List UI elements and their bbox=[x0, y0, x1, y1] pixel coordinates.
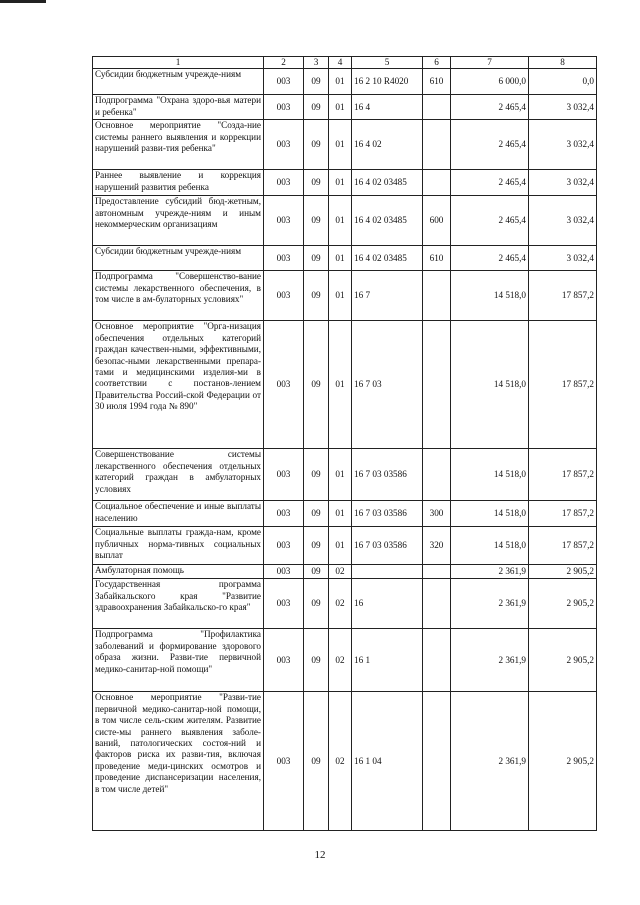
row-sum-year1: 6 000,0 bbox=[451, 69, 529, 95]
row-name: Социальное обеспечение и иные выплаты населению bbox=[93, 501, 264, 527]
header-cell: 3 bbox=[304, 57, 329, 69]
row-sum-year2: 3 032,4 bbox=[529, 196, 597, 246]
table-row bbox=[93, 69, 597, 95]
row-name: Основное мероприятие "Разви-тие первичной медико-санитар-ной помощи, в том числе сель-ским жителям. Развитие систе-мы раннего выявления заболе-ваний, патологических состоя-ний и факторов риска их разви-тия, включая проведение меди-цинских осмотров и проведение диспансеризации населения, в том числе детей" bbox=[93, 692, 264, 831]
row-sum-year1: 14 518,0 bbox=[451, 321, 529, 449]
row-name: Субсидии бюджетным учрежде-ниям bbox=[93, 69, 264, 95]
row-grbs: 003 bbox=[264, 196, 304, 246]
row-sum-year2: 3 032,4 bbox=[529, 246, 597, 271]
row-grbs: 003 bbox=[264, 246, 304, 271]
row-expense-type bbox=[423, 271, 451, 321]
row-sum-year1: 2 465,4 bbox=[451, 120, 529, 170]
row-sum-year1: 2 361,9 bbox=[451, 692, 529, 831]
row-sum-year1: 2 361,9 bbox=[451, 629, 529, 692]
row-sum-year2: 2 905,2 bbox=[529, 579, 597, 629]
row-name: Совершенствование системы лекарственного обеспечения отдельных категорий граждан в амбулаторных условиях bbox=[93, 449, 264, 501]
page-number: 12 bbox=[314, 849, 326, 861]
row-grbs: 003 bbox=[264, 527, 304, 565]
row-target-article: 16 7 03 bbox=[352, 321, 423, 449]
row-subsection: 02 bbox=[329, 579, 352, 629]
table-row bbox=[93, 565, 597, 579]
row-subsection: 02 bbox=[329, 629, 352, 692]
row-sum-year2: 17 857,2 bbox=[529, 321, 597, 449]
table-row bbox=[93, 449, 597, 501]
row-sum-year1: 14 518,0 bbox=[451, 501, 529, 527]
row-expense-type bbox=[423, 170, 451, 196]
row-grbs: 003 bbox=[264, 449, 304, 501]
row-sum-year1: 14 518,0 bbox=[451, 527, 529, 565]
row-expense-type bbox=[423, 579, 451, 629]
row-grbs: 003 bbox=[264, 692, 304, 831]
row-sum-year2: 17 857,2 bbox=[529, 501, 597, 527]
row-sum-year1: 2 361,9 bbox=[451, 579, 529, 629]
table-row bbox=[93, 196, 597, 246]
row-subsection: 01 bbox=[329, 170, 352, 196]
row-grbs: 003 bbox=[264, 170, 304, 196]
row-subsection: 01 bbox=[329, 246, 352, 271]
row-grbs: 003 bbox=[264, 629, 304, 692]
row-name: Подпрограмма "Охрана здоро-вья матери и ребенка" bbox=[93, 95, 264, 120]
row-grbs: 003 bbox=[264, 565, 304, 579]
row-sum-year1: 2 465,4 bbox=[451, 95, 529, 120]
row-expense-type: 600 bbox=[423, 196, 451, 246]
table-row bbox=[93, 527, 597, 565]
row-sum-year1: 14 518,0 bbox=[451, 449, 529, 501]
row-sum-year2: 0,0 bbox=[529, 69, 597, 95]
row-sum-year2: 2 905,2 bbox=[529, 565, 597, 579]
row-target-article: 16 7 bbox=[352, 271, 423, 321]
row-section: 09 bbox=[304, 321, 329, 449]
row-name: Подпрограмма "Профилактика заболеваний и формирование здорового образа жизни. Разви-тие первичной медико-санитар-ной помощи" bbox=[93, 629, 264, 692]
row-grbs: 003 bbox=[264, 120, 304, 170]
row-expense-type bbox=[423, 95, 451, 120]
row-target-article: 16 4 02 03485 bbox=[352, 196, 423, 246]
table-row bbox=[93, 170, 597, 196]
row-expense-type: 610 bbox=[423, 69, 451, 95]
row-name: Социальные выплаты гражда-нам, кроме публичных норма-тивных социальных выплат bbox=[93, 527, 264, 565]
row-target-article: 16 1 04 bbox=[352, 692, 423, 831]
row-sum-year2: 17 857,2 bbox=[529, 449, 597, 501]
header-cell: 5 bbox=[352, 57, 423, 69]
row-target-article: 16 bbox=[352, 579, 423, 629]
row-subsection: 01 bbox=[329, 321, 352, 449]
row-target-article: 16 4 bbox=[352, 95, 423, 120]
row-section: 09 bbox=[304, 120, 329, 170]
row-target-article: 16 7 03 03586 bbox=[352, 527, 423, 565]
row-section: 09 bbox=[304, 95, 329, 120]
row-name: Государственная программа Забайкальского края "Развитие здравоохранения Забайкальско-го края" bbox=[93, 579, 264, 629]
row-section: 09 bbox=[304, 271, 329, 321]
table-header-row bbox=[93, 57, 597, 69]
row-target-article: 16 7 03 03586 bbox=[352, 449, 423, 501]
row-expense-type bbox=[423, 449, 451, 501]
row-target-article: 16 1 bbox=[352, 629, 423, 692]
row-subsection: 01 bbox=[329, 69, 352, 95]
row-subsection: 02 bbox=[329, 565, 352, 579]
row-sum-year2: 3 032,4 bbox=[529, 95, 597, 120]
header-cell: 1 bbox=[93, 57, 264, 69]
row-target-article: 16 7 03 03586 bbox=[352, 501, 423, 527]
row-target-article: 16 2 10 R4020 bbox=[352, 69, 423, 95]
row-sum-year1: 2 465,4 bbox=[451, 196, 529, 246]
row-section: 09 bbox=[304, 629, 329, 692]
row-expense-type: 320 bbox=[423, 527, 451, 565]
scan-edge-mark bbox=[0, 0, 46, 3]
row-section: 09 bbox=[304, 501, 329, 527]
row-expense-type bbox=[423, 120, 451, 170]
table-row bbox=[93, 501, 597, 527]
row-grbs: 003 bbox=[264, 69, 304, 95]
row-name: Подпрограмма "Совершенство-вание системы лекарственного обеспечения, в том числе в ам-булаторных условиях" bbox=[93, 271, 264, 321]
header-cell: 2 bbox=[264, 57, 304, 69]
row-target-article: 16 4 02 bbox=[352, 120, 423, 170]
row-name: Основное мероприятие "Орга-низация обеспечения отдельных категорий граждан качествен-ными, эффективными, безопас-ными лекарственными препара-тами и медицинскими изделия-ми в соответствии с постанов-лением Правительства Россий-ской Федерации от 30 июля 1994 года № 890" bbox=[93, 321, 264, 449]
table-row bbox=[93, 692, 597, 831]
row-target-article: 16 4 02 03485 bbox=[352, 170, 423, 196]
row-subsection: 02 bbox=[329, 692, 352, 831]
row-section: 09 bbox=[304, 69, 329, 95]
row-name: Амбулаторная помощь bbox=[93, 565, 264, 579]
row-expense-type bbox=[423, 565, 451, 579]
row-sum-year2: 17 857,2 bbox=[529, 271, 597, 321]
row-subsection: 01 bbox=[329, 95, 352, 120]
row-grbs: 003 bbox=[264, 501, 304, 527]
header-cell: 4 bbox=[329, 57, 352, 69]
header-cell: 8 bbox=[529, 57, 597, 69]
row-name: Предоставление субсидий бюд-жетным, автономным учрежде-ниям и иным некоммерческим организациям bbox=[93, 196, 264, 246]
row-expense-type bbox=[423, 321, 451, 449]
table-row bbox=[93, 246, 597, 271]
row-target-article bbox=[352, 565, 423, 579]
row-section: 09 bbox=[304, 449, 329, 501]
row-sum-year2: 17 857,2 bbox=[529, 527, 597, 565]
row-sum-year2: 3 032,4 bbox=[529, 170, 597, 196]
row-sum-year2: 3 032,4 bbox=[529, 120, 597, 170]
row-sum-year2: 2 905,2 bbox=[529, 629, 597, 692]
row-grbs: 003 bbox=[264, 95, 304, 120]
row-grbs: 003 bbox=[264, 271, 304, 321]
table-row bbox=[93, 95, 597, 120]
row-expense-type bbox=[423, 692, 451, 831]
row-sum-year1: 2 465,4 bbox=[451, 170, 529, 196]
row-grbs: 003 bbox=[264, 321, 304, 449]
row-section: 09 bbox=[304, 170, 329, 196]
row-section: 09 bbox=[304, 246, 329, 271]
row-name: Субсидии бюджетным учрежде-ниям bbox=[93, 246, 264, 271]
row-sum-year1: 2 361,9 bbox=[451, 565, 529, 579]
row-subsection: 01 bbox=[329, 271, 352, 321]
table-row bbox=[93, 579, 597, 629]
row-name: Основное мероприятие "Созда-ние системы раннего выявления и коррекции нарушений разви-тия ребенка" bbox=[93, 120, 264, 170]
budget-table bbox=[92, 56, 597, 831]
row-section: 09 bbox=[304, 527, 329, 565]
row-expense-type bbox=[423, 629, 451, 692]
row-section: 09 bbox=[304, 579, 329, 629]
table-row bbox=[93, 271, 597, 321]
row-subsection: 01 bbox=[329, 501, 352, 527]
row-target-article: 16 4 02 03485 bbox=[352, 246, 423, 271]
row-expense-type: 300 bbox=[423, 501, 451, 527]
row-sum-year2: 2 905,2 bbox=[529, 692, 597, 831]
table-row bbox=[93, 321, 597, 449]
table-row bbox=[93, 629, 597, 692]
row-section: 09 bbox=[304, 196, 329, 246]
header-cell: 6 bbox=[423, 57, 451, 69]
row-subsection: 01 bbox=[329, 120, 352, 170]
table-row bbox=[93, 120, 597, 170]
row-sum-year1: 2 465,4 bbox=[451, 246, 529, 271]
row-subsection: 01 bbox=[329, 449, 352, 501]
row-name: Раннее выявление и коррекция нарушений развития ребенка bbox=[93, 170, 264, 196]
row-subsection: 01 bbox=[329, 196, 352, 246]
row-subsection: 01 bbox=[329, 527, 352, 565]
row-grbs: 003 bbox=[264, 579, 304, 629]
row-section: 09 bbox=[304, 565, 329, 579]
header-cell: 7 bbox=[451, 57, 529, 69]
row-section: 09 bbox=[304, 692, 329, 831]
row-expense-type: 610 bbox=[423, 246, 451, 271]
row-sum-year1: 14 518,0 bbox=[451, 271, 529, 321]
